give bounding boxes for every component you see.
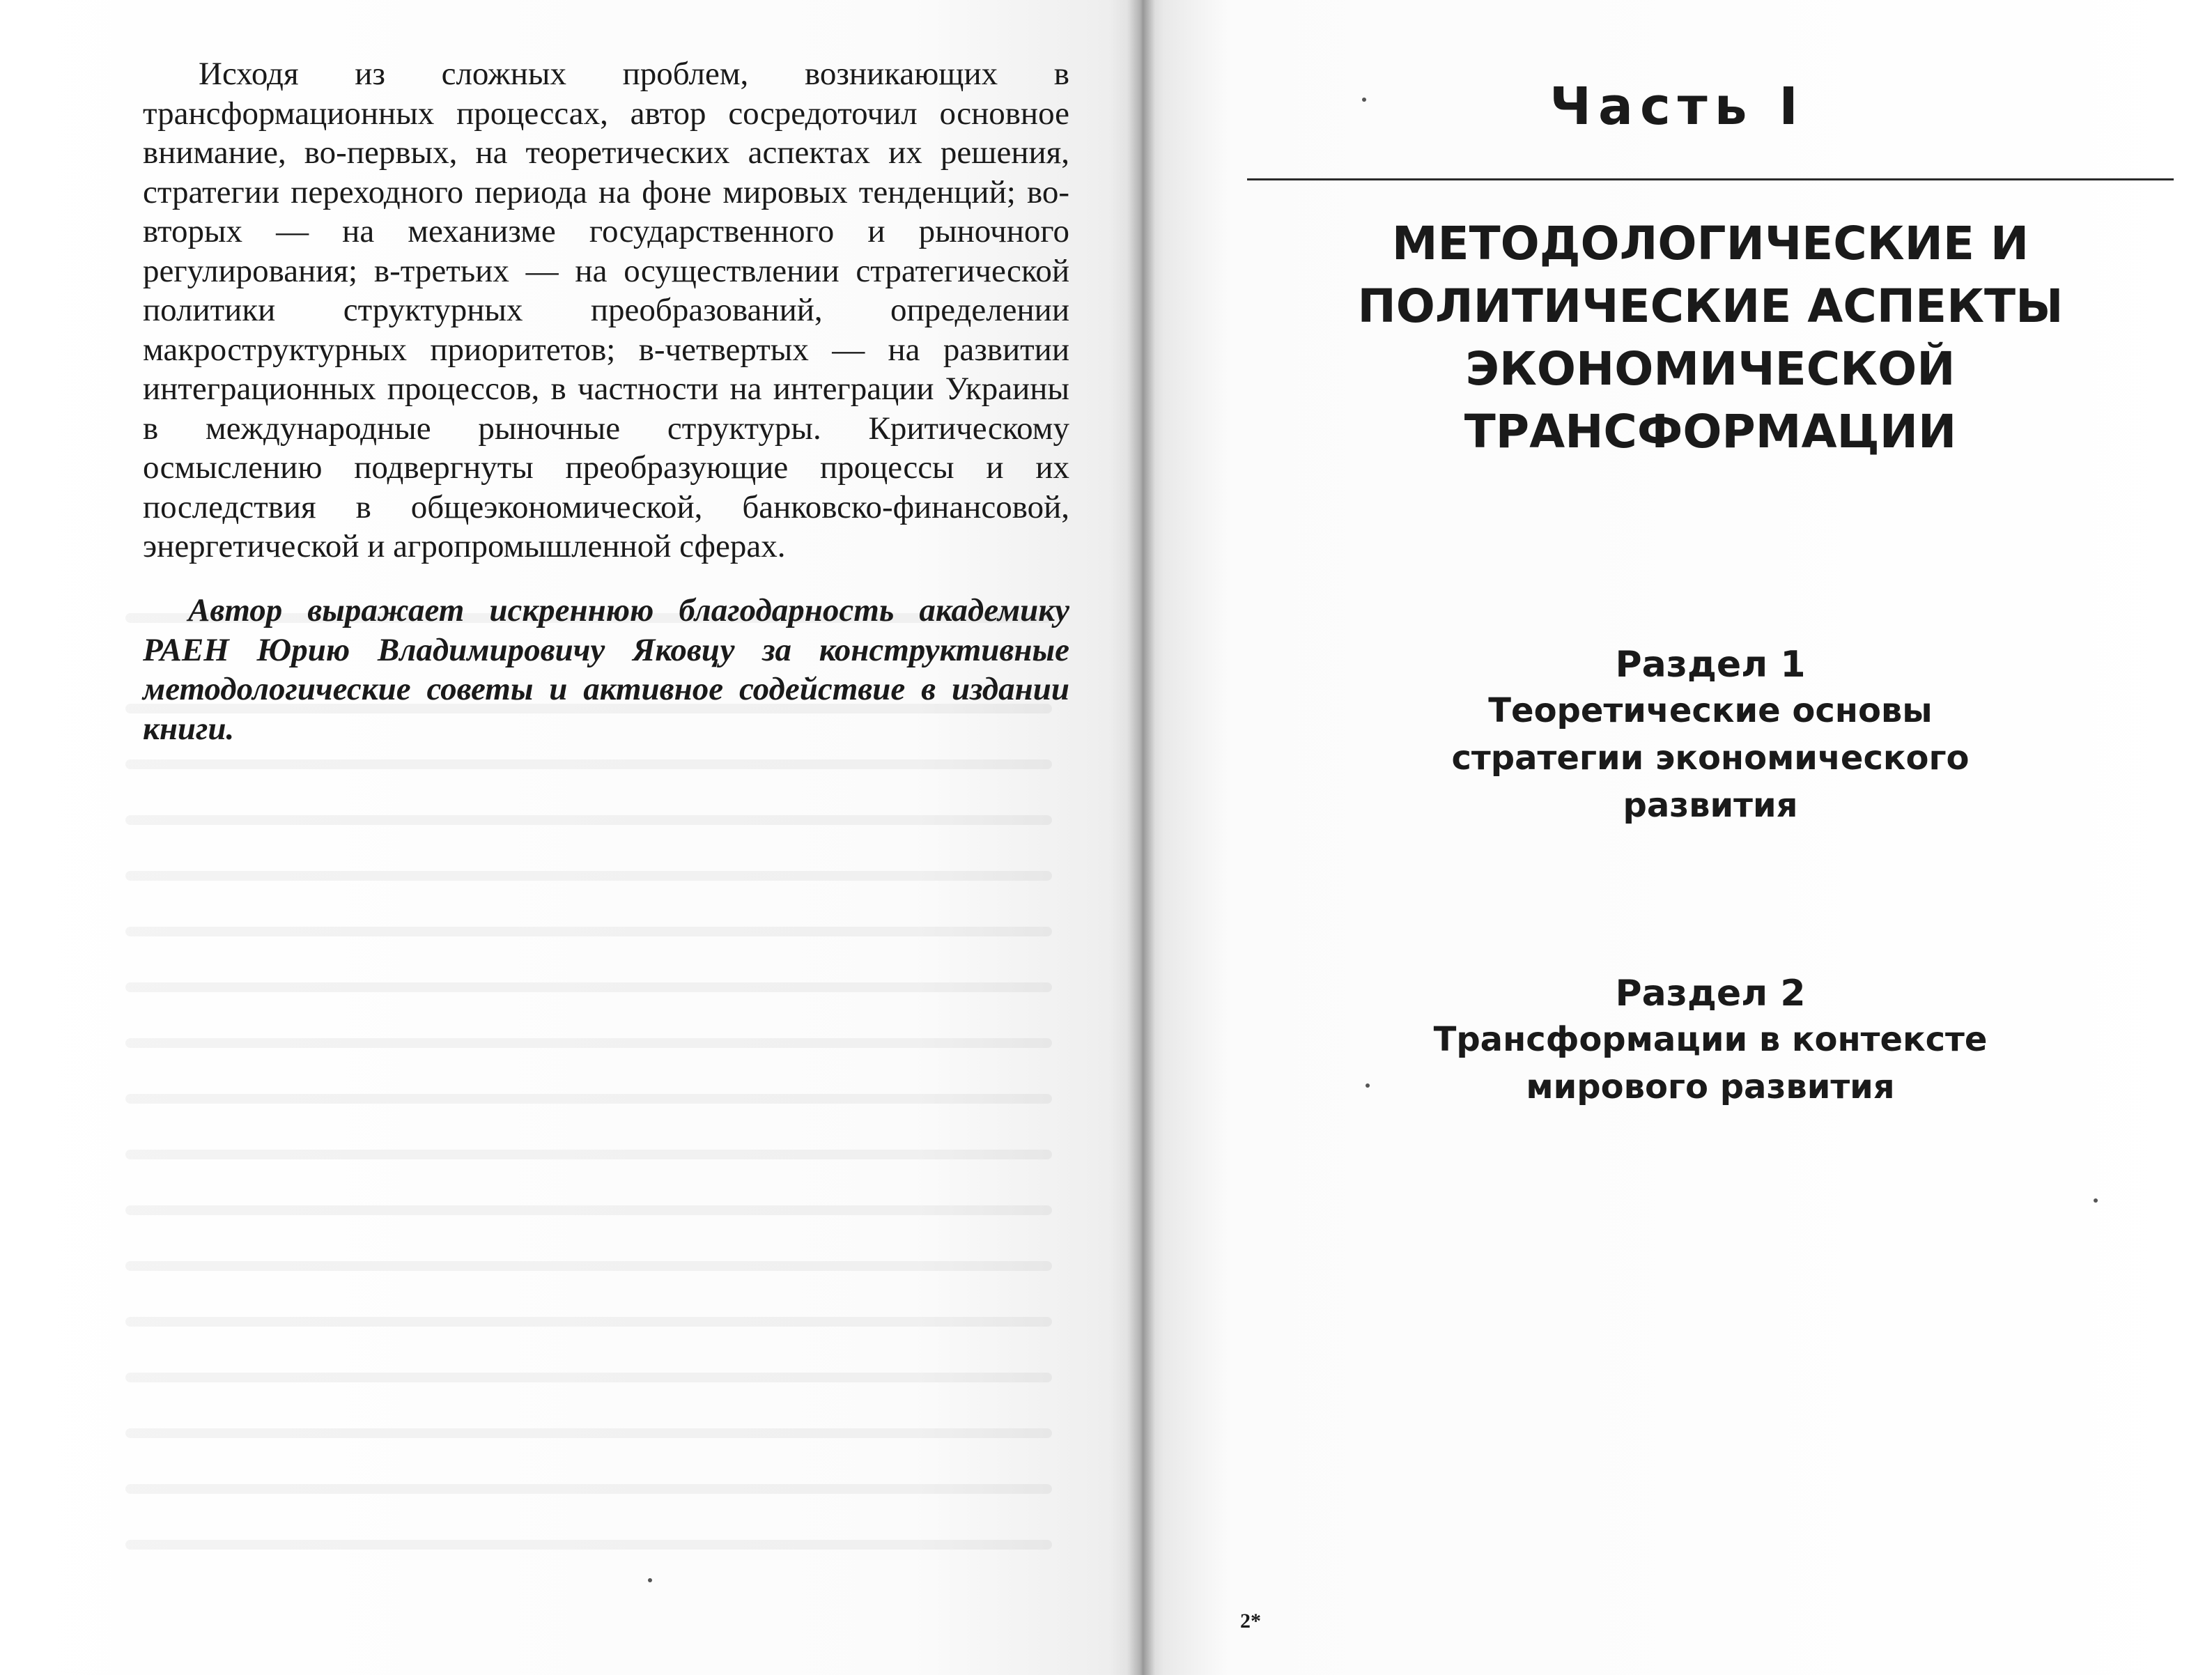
body-paragraph: Исходя из сложных проблем, возникающих в трансформационных процессах, автор сосредоточил основное внимание, во-первых, на теоретических аспектах их решения, стратегии переходного периода на фоне мировых тенденций; во-вторых — на механизме государственного и рыночного регулирования; в-третьих — на осуществлении стратегической политики структурных преобразований, определении макроструктурных приоритетов; в-четвертых — на развитии интеграционных процессов, в частности на интеграции Украины в международные рыночные структуры. Критическому осмыслению подвергнуты преобразующие процессы и их последствия в общеэкономической, банковско-финансовой, энергетической и агропромышленной сферах. [143,56,1069,564]
bleed-through-line [125,1540,1052,1550]
bleed-through-line [125,1317,1052,1327]
main-title-line: ТРАНСФОРМАЦИИ [1464,405,1957,458]
scan-speck [1366,1083,1370,1088]
bleed-through-line [125,815,1052,825]
section-1-heading [1310,642,2111,829]
main-title-line: ПОЛИТИЧЕСКИЕ АСПЕКТЫ [1357,279,2064,333]
acknowledgement-paragraph: Автор выражает искреннюю благодарность академику РАЕН Юрию Владимировичу Яковцу за конструктивные методологические советы и активное содействие в издании книги. [143,592,1069,747]
section-title-line: Трансформации в контексте [1433,1020,1988,1059]
main-title-line: ЭКОНОМИЧЕСКОЙ [1465,342,1956,396]
section-title-line: мирового развития [1526,1067,1895,1106]
bleed-through-line [125,1150,1052,1159]
section-title-line: стратегии экономического [1451,739,1970,778]
section-title-line: Теоретические основы [1488,691,1933,730]
bleed-through-line [125,871,1052,881]
bleed-through-line [125,1373,1052,1382]
section-label: Раздел 1 [1615,644,1806,686]
bleed-through-line [125,1094,1052,1104]
title-divider [1247,178,2174,180]
signature-mark: 2* [1240,1610,1261,1632]
scan-speck [648,1578,652,1582]
main-title [1282,213,2139,463]
bleed-through-line [125,1205,1052,1215]
bleed-through-line [125,927,1052,936]
bleed-through-line [125,982,1052,992]
bleed-through-line [125,1484,1052,1494]
section-title-line: развития [1623,786,1798,825]
bleed-through-line [125,1261,1052,1271]
bleed-through-line [125,759,1052,769]
scan-speck [1362,98,1366,102]
part-title: Часть I [1549,77,1805,137]
book-gutter [1127,0,1155,1675]
bleed-through-line [125,1038,1052,1048]
section-label: Раздел 2 [1615,973,1806,1014]
bleed-through-line [125,1428,1052,1438]
section-2-heading [1310,971,2111,1111]
main-title-line: МЕТОДОЛОГИЧЕСКИЕ И [1391,217,2029,270]
scan-speck [2094,1198,2098,1203]
